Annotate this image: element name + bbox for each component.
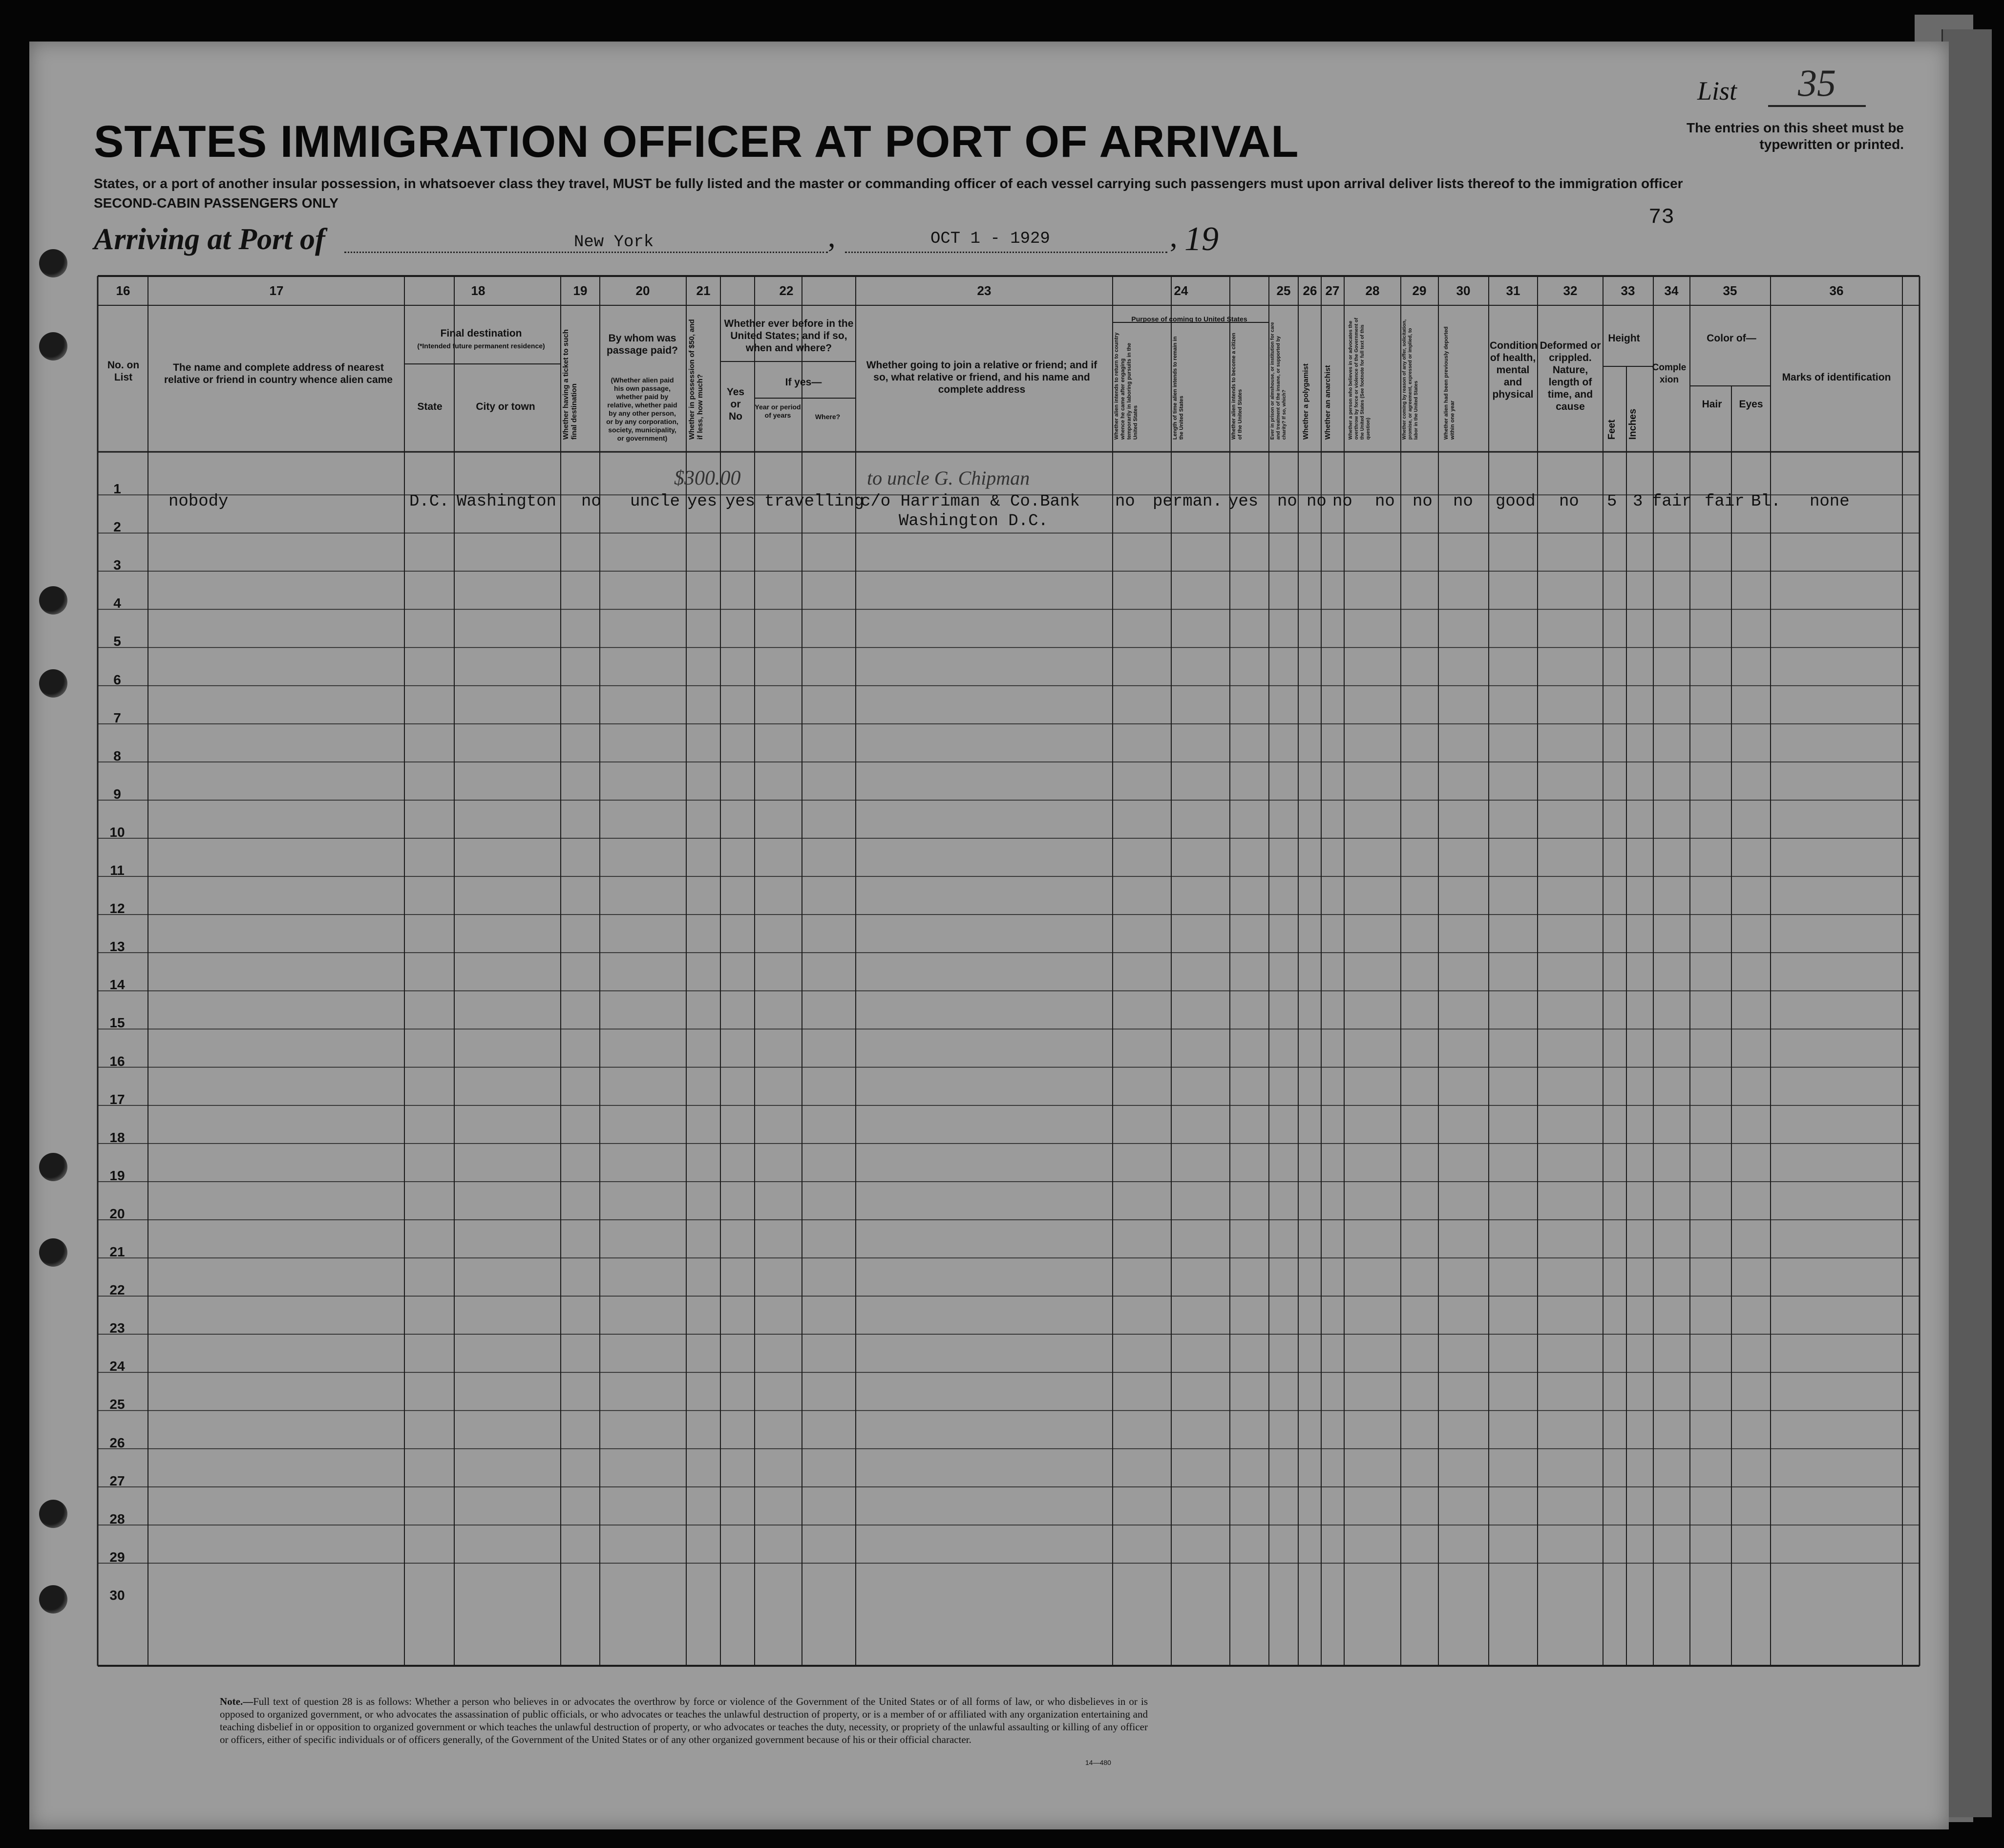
cell-deformed: no: [1559, 492, 1579, 511]
cell-hair: fair: [1705, 492, 1745, 511]
header-inches: Inches: [1627, 408, 1638, 440]
column-number: 17: [269, 283, 284, 298]
header-deformed: Deformed or crippled. Nature, length of time, and cause: [1540, 340, 1601, 412]
header-length-of-stay: Length of time alien intends to remain in the United States: [1172, 336, 1184, 440]
column-number: 21: [696, 283, 711, 298]
row-number: 18: [109, 1129, 125, 1145]
column-number: 19: [573, 283, 588, 298]
row-number: 16: [109, 1053, 125, 1069]
row-number: 19: [109, 1168, 125, 1183]
row-number: 6: [113, 672, 121, 687]
column-number: 33: [1621, 283, 1635, 298]
handwritten-money: $300.00: [674, 467, 741, 489]
arriving-label: Arriving at Port of: [94, 223, 325, 256]
cell-state: D.C.: [409, 492, 449, 511]
row-number: 23: [109, 1320, 125, 1336]
list-number: 35: [1768, 61, 1866, 107]
header-height: Height: [1608, 333, 1640, 344]
cell-paid-by: uncle: [630, 492, 680, 511]
cell-return: no: [1115, 492, 1135, 511]
cell-money: yes: [687, 492, 717, 511]
row-number: 15: [109, 1015, 125, 1031]
header-hair: Hair: [1702, 399, 1722, 410]
cell-prison: no: [1277, 492, 1297, 511]
cell-relative: nobody: [169, 492, 229, 511]
header-complexion: Complexion: [1652, 362, 1687, 385]
footnote-label: Note.—: [220, 1696, 253, 1707]
column-number: 29: [1412, 283, 1427, 298]
row-number: 10: [109, 824, 125, 840]
column-number: 36: [1829, 283, 1844, 298]
header-polygamist: Whether a polygamist: [1302, 363, 1310, 440]
cell-contract: no: [1413, 492, 1433, 511]
header-before-in-us: Whether ever before in the United States; and if so, when and where?: [724, 318, 854, 354]
row-number: 2: [113, 519, 121, 535]
header-contract-labor: Whether coming by reason of any offer, solicitation, promise, or agreement, expressed or implied, to labor in the United States: [1402, 319, 1419, 440]
header-nearest-relative: The name and complete address of nearest relative or friend in country whence alien came: [164, 362, 393, 385]
column-number: 24: [1174, 283, 1188, 298]
header-ticket: Whether having a ticket to such final destination: [562, 329, 578, 440]
row-number: 30: [109, 1587, 125, 1603]
header-marks: Marks of identification: [1782, 372, 1891, 383]
footnote-text: Full text of question 28 is as follows: Whether a person who believes in or advocates the overthrow by force or violence of the Government of the United States or of all forms of law, or who disbelieves in or is opposed to organized government, or who advocates the assassination of public officials, or who advocates or teaches the unlawful destruction of property, or is a member of or affiliated with any organization entertaining and teaching disbelief in or opposition to organized government or which teaches the unlawful destruction of property, or who advocates or teaches the duty, necessity, or propriety of the unlawful assaulting or killing of any officer or officers, either of specific individuals or of officers generally, of the Government of the United States or of any other organized government because of his or their official character.: [220, 1696, 1148, 1745]
cell-feet: 5: [1607, 492, 1617, 511]
header-year: Year or period of years: [755, 403, 801, 419]
row-number: 28: [109, 1511, 125, 1527]
header-yes-or-no: Yes or No: [726, 386, 745, 422]
column-number: 25: [1276, 283, 1291, 298]
column-number: 31: [1506, 283, 1520, 298]
header-city-or-town: City or town: [476, 401, 535, 412]
cell-polygamist: no: [1307, 492, 1327, 511]
header-anarchist: Whether an anarchist: [1324, 365, 1332, 440]
cell-before-in-us: yes: [725, 492, 756, 511]
cell-ticket: no: [581, 492, 601, 511]
header-deported: Whether alien had been previously deported within one year: [1443, 326, 1456, 440]
header-final-destination: Final destination: [440, 328, 522, 339]
cell-health: good: [1496, 492, 1536, 511]
cell-join-line1: c/o Harriman & Co.Bank: [861, 492, 1080, 511]
column-number: 27: [1325, 283, 1340, 298]
header-no-on-list: No. on List: [107, 360, 140, 383]
column-number: 23: [977, 283, 991, 298]
row-number: 12: [109, 901, 125, 916]
cell-citizen: yes: [1228, 492, 1259, 511]
cell-length: perman.: [1153, 492, 1223, 511]
cell-eyes: Bl.: [1751, 492, 1781, 511]
header-prison: Ever in prison or almshouse, or institution for care and treatment of the insane, or supported by charity? If so, which?: [1270, 322, 1287, 440]
header-citizen: Whether alien intends to become a citizen of the United States: [1231, 333, 1243, 440]
comma: ,: [828, 220, 836, 254]
column-number: 20: [635, 283, 650, 298]
comma: ,: [1170, 220, 1178, 254]
cell-complexion: fair: [1652, 492, 1692, 511]
column-number: 28: [1365, 283, 1380, 298]
cabin-class-text: SECOND-CABIN PASSENGERS ONLY: [94, 195, 338, 211]
instruction-text: States, or a port of another insular possession, in whatsoever class they travel, MUST be fully listed and the master or commanding officer of each vessel carrying such passengers must upon arrival deliver lists thereof to the immigration officer: [94, 176, 1683, 191]
row-number: 22: [109, 1282, 125, 1298]
row-number: 29: [109, 1549, 125, 1565]
row-number: 17: [109, 1091, 125, 1107]
form-number: 14—480: [1085, 1759, 1111, 1766]
row-number: 20: [109, 1206, 125, 1221]
header-health: Condition of health, mental and physical: [1490, 340, 1538, 400]
header-feet: Feet: [1606, 419, 1617, 440]
column-number: 18: [471, 283, 485, 298]
cell-join-line2: Washington D.C.: [899, 512, 1049, 531]
footnote: [220, 1695, 1148, 1746]
port-value: New York: [574, 233, 654, 252]
header-overthrow: Whether a person who believes in or advocates the overthrow by force or violence of the Government of the United States (See footnote for full text of this question): [1348, 318, 1371, 440]
row-number: 27: [109, 1473, 125, 1488]
column-number: 30: [1456, 283, 1471, 298]
header-where: Where?: [815, 413, 841, 421]
date-stamp: OCT 1 - 1929: [930, 230, 1050, 248]
cell-marks: none: [1810, 492, 1850, 511]
header-passage-paid-note: (Whether alien paid his own passage, whether paid by relative, whether paid by any other person, or by any corporation, society, municipality, or government): [606, 376, 678, 442]
cell-deported: no: [1453, 492, 1473, 511]
cell-when-where: travelling: [764, 492, 865, 511]
row-number: 21: [109, 1244, 125, 1259]
cell-city: Washington: [457, 492, 557, 511]
row-number: 9: [113, 786, 121, 802]
header-return: Whether alien intends to return to country whence he came after engaging temporarily in laboring pursuits in the United States: [1114, 332, 1139, 440]
header-money: Whether in possession of $50, and if less, how much?: [688, 319, 704, 440]
row-number: 14: [109, 977, 125, 993]
cell-inches: 3: [1633, 492, 1643, 511]
header-color-of: Color of—: [1707, 333, 1756, 344]
list-label: List: [1697, 76, 1737, 106]
year-prefix: 19: [1184, 220, 1219, 258]
row-number: 8: [113, 748, 121, 764]
row-number: 5: [113, 634, 121, 649]
cell-overthrow: no: [1375, 492, 1395, 511]
header-final-destination-note: (*Intended future permanent residence): [417, 342, 545, 350]
row-number: 25: [109, 1397, 125, 1412]
row-number: 26: [109, 1435, 125, 1450]
column-number: 26: [1303, 283, 1317, 298]
row-number: 13: [109, 939, 125, 955]
row-number: 4: [113, 595, 121, 611]
header-state: State: [417, 401, 443, 412]
column-number: 32: [1563, 283, 1578, 298]
row-number: 24: [109, 1359, 125, 1374]
cell-anarchist: no: [1332, 492, 1352, 511]
column-number: 22: [779, 283, 794, 298]
column-number: 34: [1664, 283, 1679, 298]
header-purpose: Purpose of coming to United States: [1131, 315, 1247, 323]
column-number: 35: [1723, 283, 1737, 298]
header-join-relative: Whether going to join a relative or friend; and if so, what relative or friend, and his name and complete address: [866, 360, 1097, 395]
row-number: 11: [110, 863, 125, 878]
header-if-yes: If yes—: [785, 377, 822, 388]
page-title: STATES IMMIGRATION OFFICER AT PORT OF ARRIVAL: [94, 117, 1299, 167]
row-number: 1: [113, 481, 121, 496]
header-passage-paid: By whom was passage paid?: [607, 333, 678, 356]
handwritten-join: to uncle G. Chipman: [867, 467, 1030, 489]
header-eyes: Eyes: [1739, 399, 1763, 410]
page-number: 73: [1648, 205, 1674, 230]
column-number: 16: [116, 283, 130, 298]
row-number: 7: [113, 710, 121, 725]
row-number: 3: [113, 557, 121, 573]
typewritten-note: The entries on this sheet must be typewritten or printed.: [1687, 120, 1904, 152]
